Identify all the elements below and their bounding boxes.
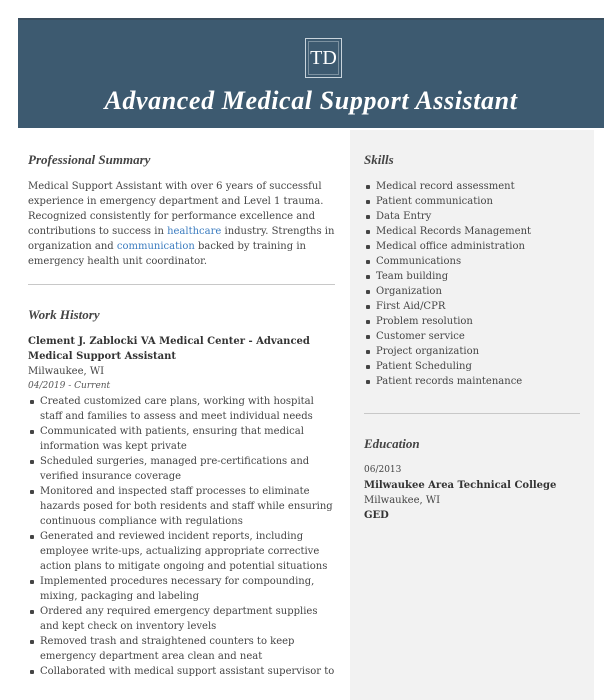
summary-text-part: Medical Support Assistant with over 6 years of successful experience in emergency department and Level 1 trauma. Recognized consistently for performance excellence and contributions to success in (28, 181, 324, 237)
school-location: Milwaukee, WI (364, 495, 441, 506)
skill-item: Medical office administration (376, 239, 580, 254)
list-item: Implemented procedures necessary for compounding, mixing, packaging and labeling (40, 574, 335, 604)
summary-text-part: backed by training in emergency health unit coordinator. (28, 241, 306, 267)
list-item: Created customized care plans, working with hospital staff and families to assess and meet individual needs (40, 394, 335, 424)
work-history-section (28, 305, 335, 679)
sidebar-column (364, 150, 580, 523)
school-name: Milwaukee Area Technical College (364, 480, 557, 491)
job-title: Clement J. Zablocki VA Medical Center - Advanced Medical Support Assistant (28, 336, 310, 362)
skill-item: Team building (376, 269, 580, 284)
job-entry (28, 334, 335, 679)
list-item: Communicated with patients, ensuring that medical information was kept private (40, 424, 335, 454)
list-item: Collaborated with medical support assistant supervisor to (40, 666, 335, 677)
monogram-badge: TD (305, 38, 342, 78)
degree: GED (364, 510, 389, 521)
section-divider (364, 413, 580, 414)
skill-item: Patient Scheduling (376, 359, 580, 374)
education-section (364, 434, 580, 523)
professional-summary-section (28, 150, 335, 269)
resume-title: Advanced Medical Support Assistant (104, 86, 518, 115)
skill-item: Patient records maintenance (376, 374, 580, 389)
section-heading: Professional Summary (28, 152, 151, 167)
skill-item: Medical record assessment (376, 179, 580, 194)
skills-list (364, 179, 580, 389)
education-date: 06/2013 (364, 465, 402, 475)
main-column (28, 150, 335, 679)
skill-item: Problem resolution (376, 314, 580, 329)
communication-link[interactable]: communication (116, 241, 195, 252)
skill-item: Patient communication (376, 194, 580, 209)
list-item: Monitored and inspected staff processes to eliminate hazards posed for both residents and staff while ensuring continuous compliance with regulations (40, 484, 335, 529)
skill-item: Communications (376, 254, 580, 269)
list-item: Generated and reviewed incident reports, including employee write-ups, actualizing appropriate corrective action plans to mitigate ongoing and potential situations (40, 529, 335, 574)
list-item: Removed trash and straightened counters to keep emergency department area clean and neat (40, 634, 335, 664)
job-dates: 04/2019 - Current (28, 381, 111, 391)
summary-text-part: industry. Strengths in organization and (28, 226, 335, 252)
section-heading: Work History (28, 307, 100, 322)
section-divider (28, 284, 335, 285)
skill-item: Customer service (376, 329, 580, 344)
summary-text (28, 179, 335, 269)
skill-item: First Aid/CPR (376, 299, 580, 314)
section-heading: Skills (364, 152, 394, 167)
job-bullets (28, 394, 335, 679)
job-location: Milwaukee, WI (28, 366, 105, 377)
resume-header (18, 18, 604, 128)
skill-item: Project organization (376, 344, 580, 359)
skill-item: Medical Records Management (376, 224, 580, 239)
healthcare-link[interactable]: healthcare (167, 226, 222, 237)
skill-item: Data Entry (376, 209, 580, 224)
section-heading: Education (364, 436, 420, 451)
skills-section (364, 150, 580, 389)
list-item: Ordered any required emergency department supplies and kept check on inventory levels (40, 604, 335, 634)
list-item: Scheduled surgeries, managed pre-certifications and verified insurance coverage (40, 454, 335, 484)
skill-item: Organization (376, 284, 580, 299)
